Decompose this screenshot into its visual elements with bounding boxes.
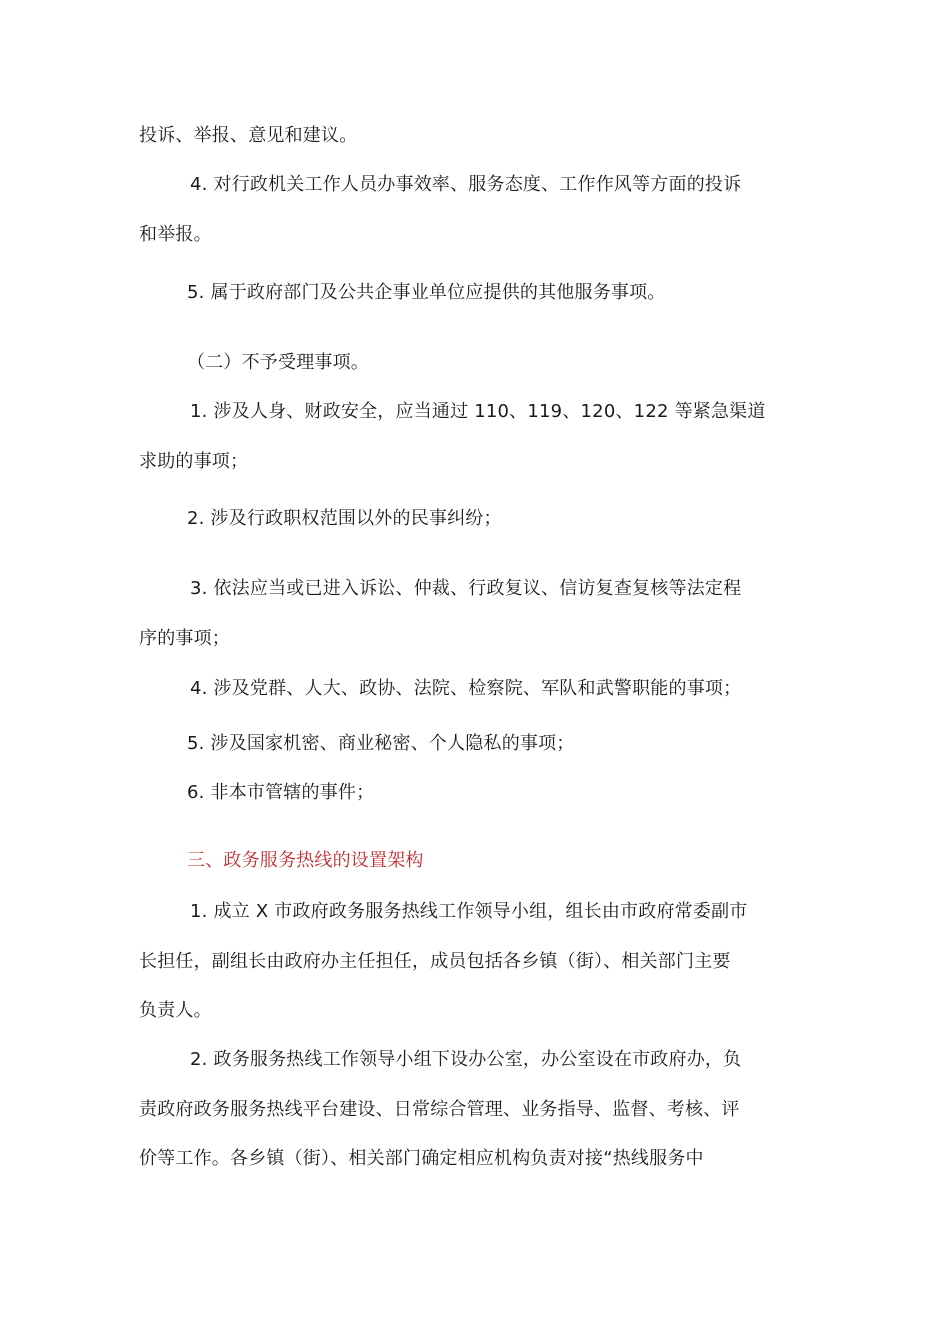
paragraph-line: 和举报。 (139, 224, 212, 245)
paragraph-line: 5. 属于政府部门及公共企事业单位应提供的其他服务事项。 (187, 282, 666, 303)
paragraph-line: 序的事项； (139, 628, 230, 649)
section-heading: 三、政务服务热线的设置架构 (187, 850, 424, 871)
paragraph-line: 1. 涉及人身、财政安全，应当通过 110、119、120、122 等紧急渠道 (190, 401, 766, 422)
paragraph-line: 负责人。 (139, 1000, 212, 1021)
paragraph-line: 4. 涉及党群、人大、政协、法院、检察院、军队和武警职能的事项； (190, 678, 742, 699)
paragraph-line: 2. 政务服务热线工作领导小组下设办公室，办公室设在市政府办，负 (190, 1049, 742, 1070)
paragraph-line: 5. 涉及国家机密、商业秘密、个人隐私的事项； (187, 733, 575, 754)
paragraph-line: 求助的事项； (139, 451, 249, 472)
paragraph-line: 3. 依法应当或已进入诉讼、仲裁、行政复议、信访复查复核等法定程 (190, 578, 742, 599)
subsection-heading: （二）不予受理事项。 (187, 352, 369, 373)
paragraph-line: 投诉、举报、意见和建议。 (139, 125, 358, 146)
paragraph-line: 1. 成立 X 市政府政务服务热线工作领导小组，组长由市政府常委副市 (190, 901, 748, 922)
paragraph-line: 4. 对行政机关工作人员办事效率、服务态度、工作作风等方面的投诉 (190, 174, 742, 195)
paragraph-line: 2. 涉及行政职权范围以外的民事纠纷； (187, 508, 502, 529)
paragraph-line: 价等工作。各乡镇（街）、相关部门确定相应机构负责对接“热线服务中 (139, 1148, 704, 1169)
paragraph-line: 责政府政务服务热线平台建设、日常综合管理、业务指导、监督、考核、评 (139, 1099, 740, 1120)
paragraph-line: 6. 非本市管辖的事件； (187, 782, 375, 803)
paragraph-line: 长担任，副组长由政府办主任担任，成员包括各乡镇（街）、相关部门主要 (139, 951, 731, 972)
